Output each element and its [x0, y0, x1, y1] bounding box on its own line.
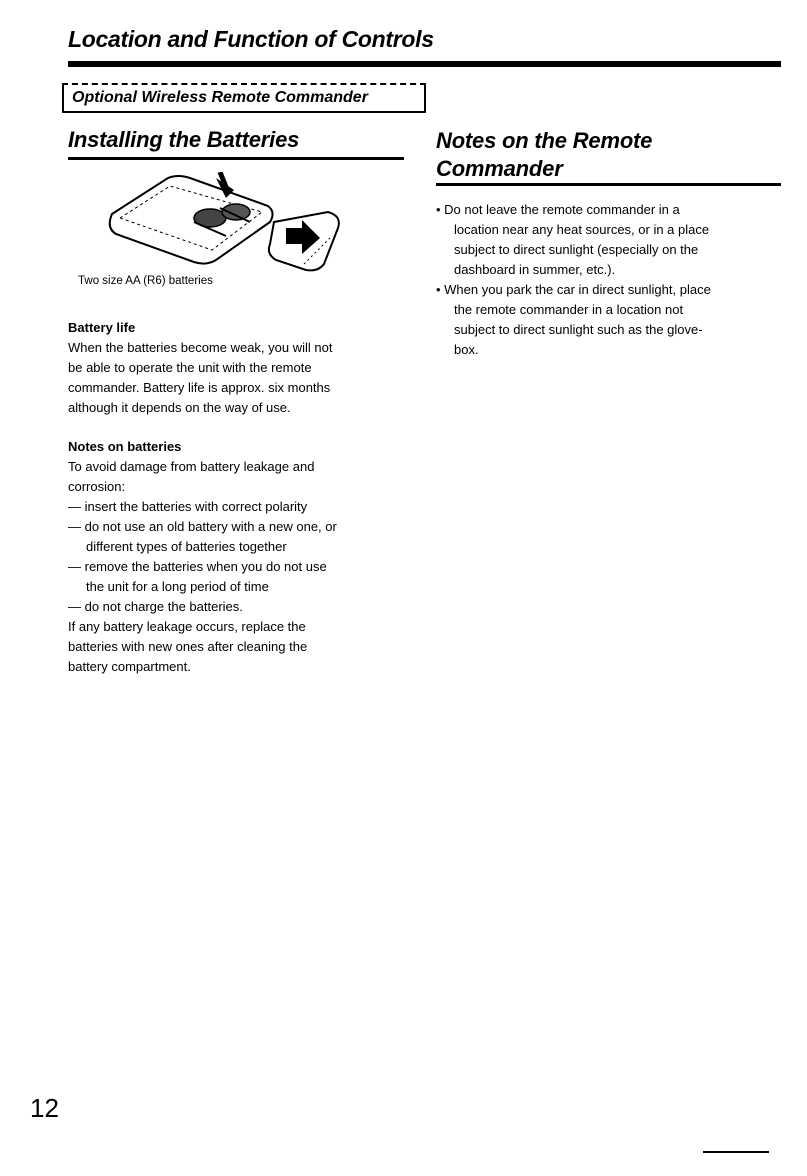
- footer-rule: [703, 1151, 769, 1153]
- text-line: — do not use an old battery with a new one, or: [68, 519, 337, 534]
- text-line: the unit for a long period of time: [86, 579, 269, 594]
- section-label-box: Optional Wireless Remote Commander: [62, 83, 426, 113]
- notes-remote-heading-line2: Commander: [436, 156, 563, 181]
- text-line: dashboard in summer, etc.).: [454, 262, 616, 277]
- text-line: corrosion:: [68, 479, 126, 494]
- text-line: To avoid damage from battery leakage and: [68, 459, 315, 474]
- notes-remote-block: [436, 200, 711, 360]
- remote-battery-illustration: [98, 172, 348, 292]
- notes-on-batteries-label: Notes on batteries: [68, 439, 182, 454]
- text-line: — do not charge the batteries.: [68, 599, 243, 614]
- notes-remote-heading-line1: Notes on the Remote: [436, 128, 653, 153]
- text-line: • Do not leave the remote commander in a: [436, 202, 680, 217]
- text-line: the remote commander in a location not: [454, 302, 684, 317]
- text-line: subject to direct sunlight such as the glove-: [454, 322, 703, 337]
- installing-batteries-heading: Installing the Batteries: [68, 127, 300, 152]
- text-line: — remove the batteries when you do not use: [68, 559, 327, 574]
- battery-life-block: [68, 318, 332, 418]
- page-number: 12: [30, 1093, 59, 1123]
- text-line: subject to direct sunlight (especially on the: [454, 242, 699, 257]
- text-line: If any battery leakage occurs, replace the: [68, 619, 306, 634]
- page-title: Location and Function of Controls: [68, 26, 434, 52]
- text-line: • When you park the car in direct sunlight, place: [436, 282, 711, 297]
- battery-life-label: Battery life: [68, 320, 136, 335]
- text-line: location near any heat sources, or in a place: [454, 222, 710, 237]
- figure-caption: Two size AA (R6) batteries: [78, 275, 213, 287]
- text-line: — insert the batteries with correct polarity: [68, 499, 308, 514]
- header-rule: [68, 61, 781, 67]
- text-line: box.: [454, 342, 479, 357]
- text-line: batteries with new ones after cleaning the: [68, 639, 308, 654]
- text-line: different types of batteries together: [86, 539, 287, 554]
- text-line: be able to operate the unit with the remote: [68, 360, 312, 375]
- text-line: When the batteries become weak, you will not: [68, 340, 333, 355]
- text-line: battery compartment.: [68, 659, 191, 674]
- right-heading-rule: [436, 183, 781, 186]
- left-heading-rule: [68, 157, 404, 160]
- text-line: commander. Battery life is approx. six months: [68, 380, 331, 395]
- text-line: although it depends on the way of use.: [68, 400, 291, 415]
- notes-on-batteries-block: [68, 437, 337, 677]
